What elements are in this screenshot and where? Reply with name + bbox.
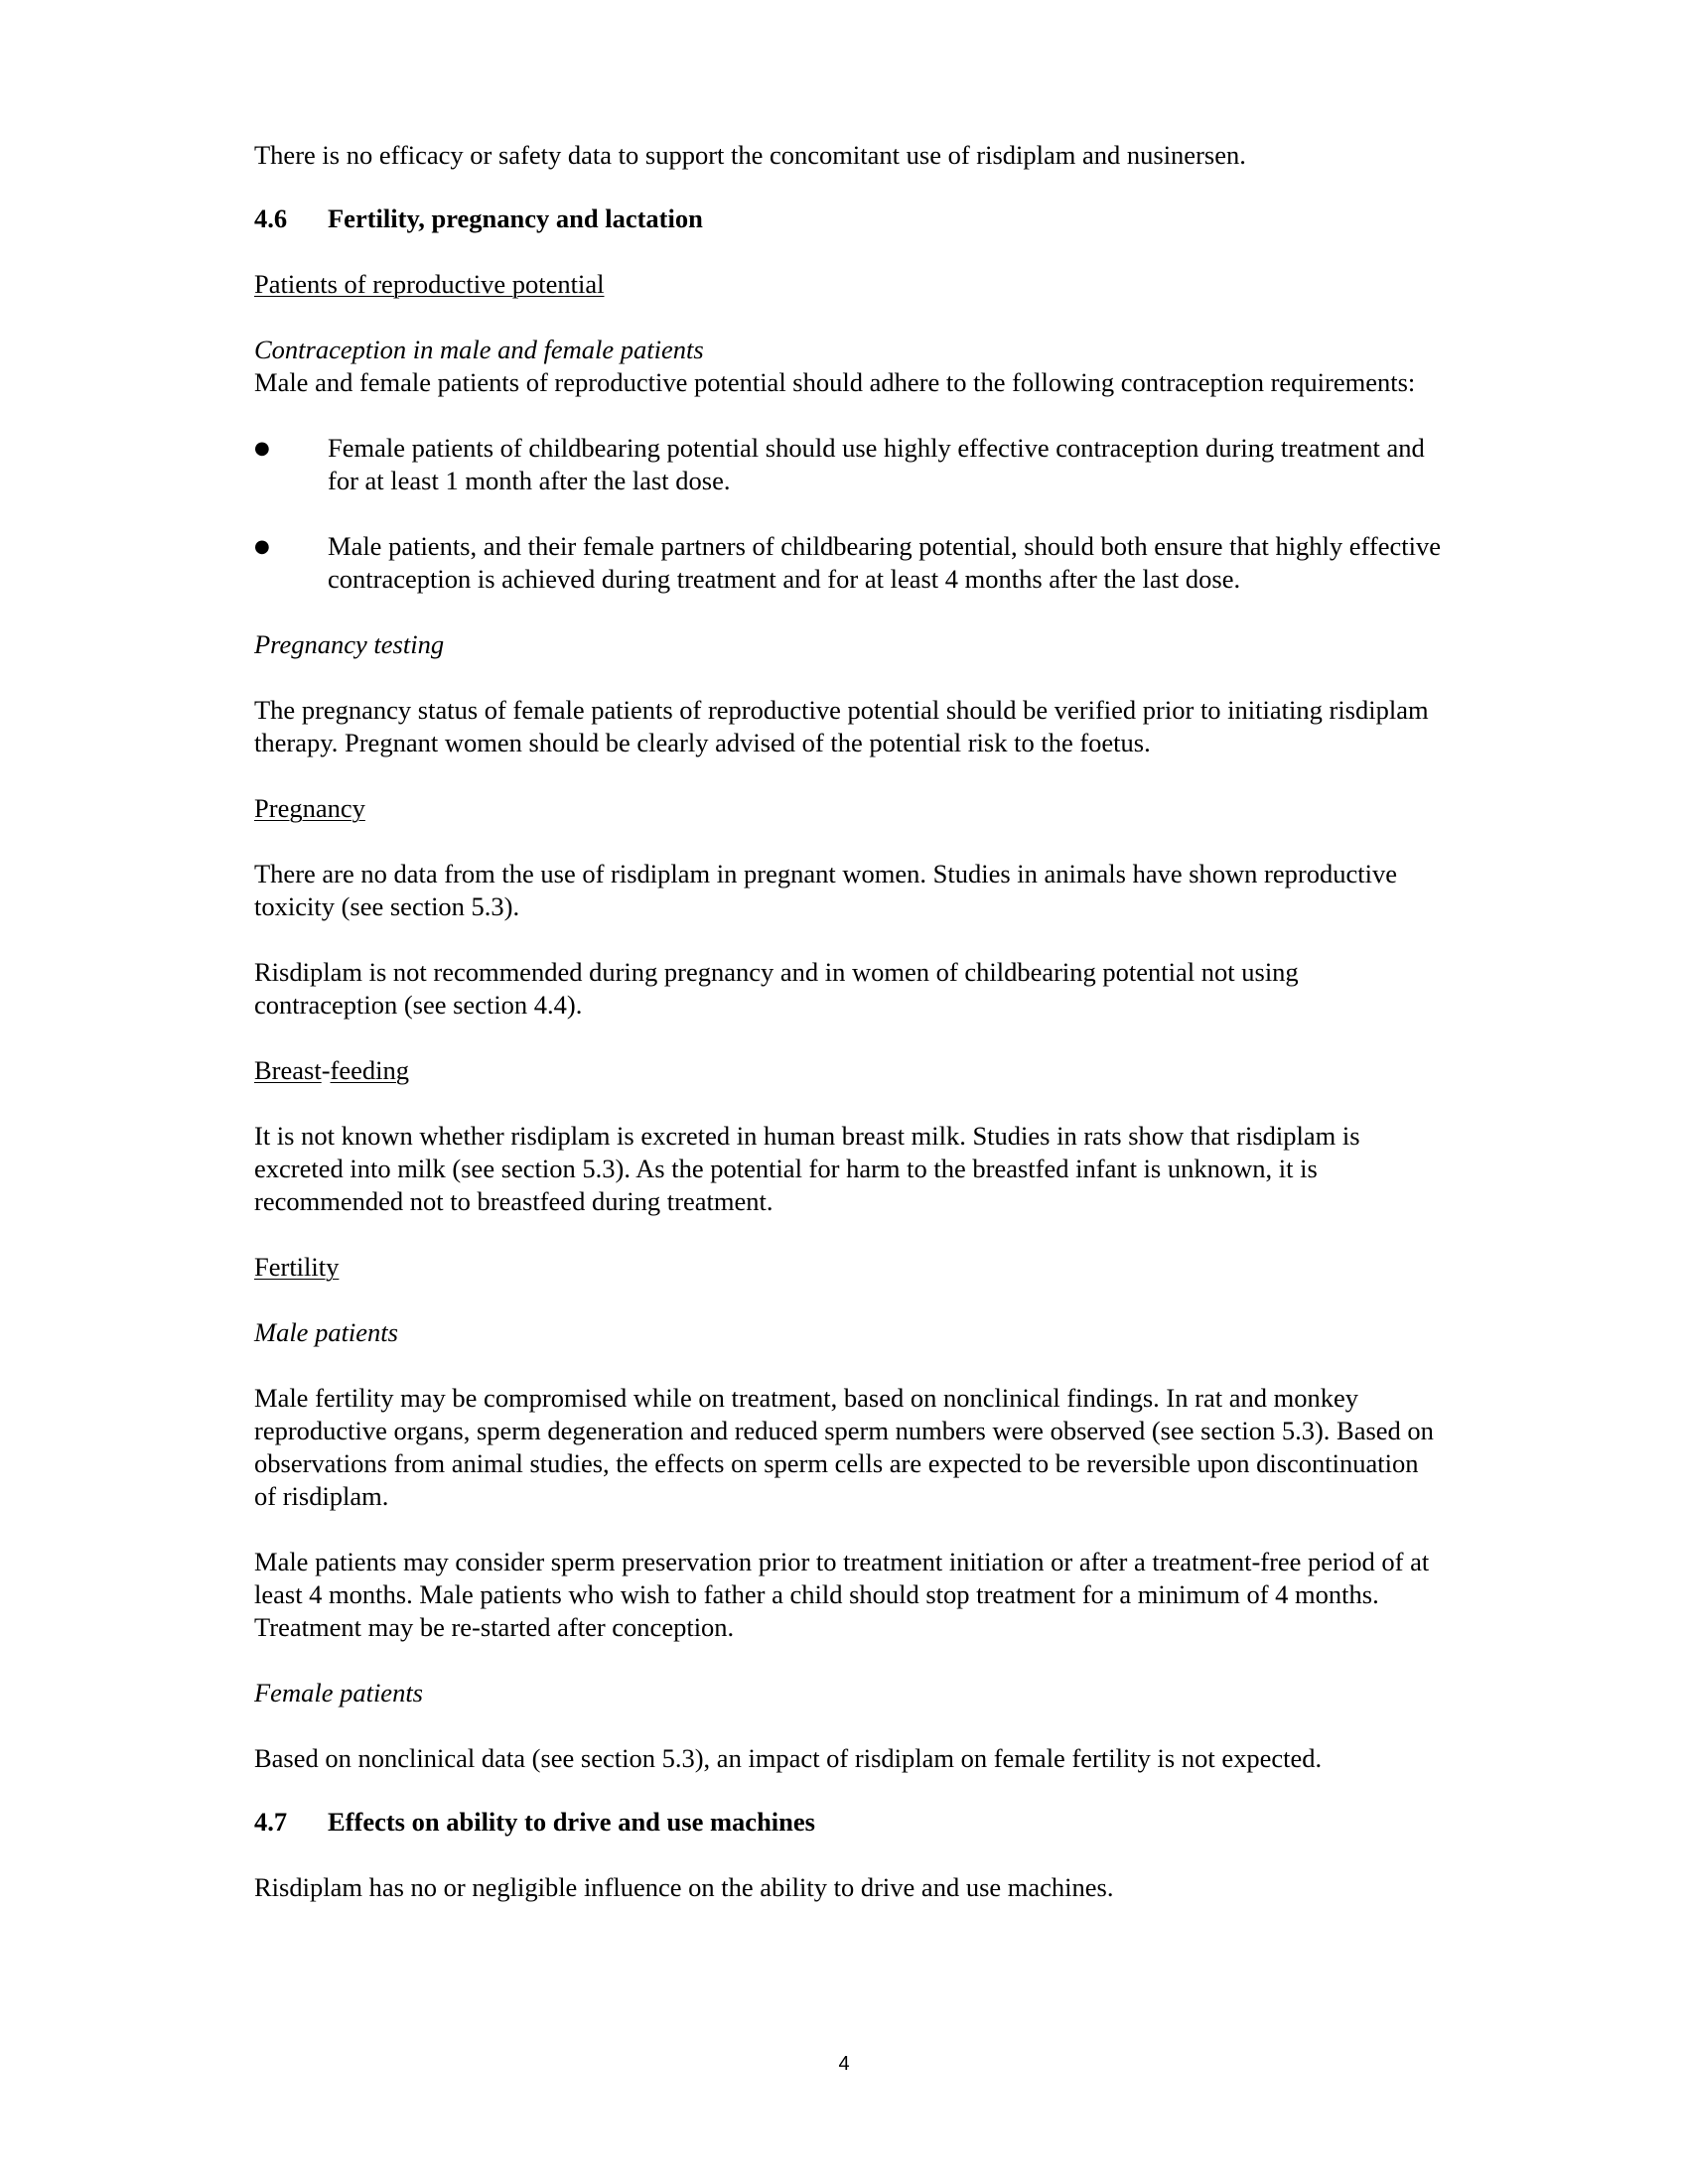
section-title: Effects on ability to drive and use machines	[328, 1807, 815, 1837]
document-page	[254, 139, 1446, 1937]
breastfeeding-heading-part2: feeding	[330, 1055, 409, 1085]
pregnancy-testing-paragraph: The pregnancy status of female patients of reproductive potential should be verified prior to initiating risdiplam therapy. Pregnant women should be clearly advised of the potential risk to the foetus.	[254, 695, 1429, 757]
subheading-pregnancy: Pregnancy	[254, 793, 365, 823]
breastfeeding-heading-part1: Breast	[254, 1055, 322, 1085]
subheading-fertility: Fertility	[254, 1252, 340, 1282]
section-heading-4-6	[254, 203, 1446, 235]
section-number: 4.6	[254, 204, 288, 233]
contraception-list	[254, 432, 1446, 596]
page-number: 4	[838, 2053, 850, 2075]
breastfeeding-heading-separator: -	[321, 1055, 331, 1085]
list-item-text: Male patients, and their female partners of childbearing potential, should both ensure that highly effective contraception is achieved during treatment and for at least 4 months after the last dose.	[328, 531, 1441, 594]
subheading-pregnancy-testing: Pregnancy testing	[254, 629, 445, 659]
list-item	[254, 530, 1446, 596]
section-title: Fertility, pregnancy and lactation	[328, 204, 703, 233]
section-heading-4-7	[254, 1806, 1446, 1839]
bullet-icon: ●	[254, 438, 270, 459]
breastfeeding-paragraph: It is not known whether risdiplam is excreted in human breast milk. Studies in rats show that risdiplam is excreted into milk (see section 5.3). As the potential for harm to the breastfed infant is unknown, it is recommended not to breastfeed during treatment.	[254, 1121, 1360, 1216]
female-fertility-paragraph: Based on nonclinical data (see section 5.3), an impact of risdiplam on female fertility is not expected.	[254, 1743, 1323, 1773]
contraception-paragraph: Male and female patients of reproductive potential should adhere to the following contraception requirements:	[254, 367, 1416, 397]
list-item	[254, 432, 1446, 497]
subheading-reproductive-potential: Patients of reproductive potential	[254, 269, 605, 299]
pregnancy-paragraph: Risdiplam is not recommended during pregnancy and in women of childbearing potential not using contraception (see section 4.4).	[254, 957, 1299, 1020]
subheading-male-patients: Male patients	[254, 1317, 398, 1347]
intro-paragraph: There is no efficacy or safety data to support the concomitant use of risdiplam and nusinersen.	[254, 140, 1246, 170]
pregnancy-paragraph: There are no data from the use of risdiplam in pregnant women. Studies in animals have shown reproductive toxicity (see section 5.3).	[254, 859, 1397, 921]
driving-paragraph: Risdiplam has no or negligible influence on the ability to drive and use machines.	[254, 1872, 1114, 1902]
subheading-female-patients: Female patients	[254, 1678, 423, 1707]
section-number: 4.7	[254, 1807, 288, 1837]
subheading-breastfeeding	[254, 1054, 1446, 1087]
bullet-icon: ●	[254, 536, 270, 557]
male-fertility-paragraph: Male fertility may be compromised while on treatment, based on nonclinical findings. In rat and monkey reproductive organs, sperm degeneration and reduced sperm numbers were observed (see section 5.3). Based on observations from animal studies, the effects on sperm cells are expected to be reversible upon discontinuation of risdiplam.	[254, 1383, 1434, 1511]
list-item-text: Female patients of childbearing potential should use highly effective contraception during treatment and for at least 1 month after the last dose.	[328, 433, 1425, 495]
subheading-contraception: Contraception in male and female patients	[254, 335, 704, 364]
male-fertility-paragraph: Male patients may consider sperm preservation prior to treatment initiation or after a treatment-free period of at least 4 months. Male patients who wish to father a child should stop treatment for a minimum of 4 months. Treatment may be re-started after conception.	[254, 1547, 1430, 1642]
